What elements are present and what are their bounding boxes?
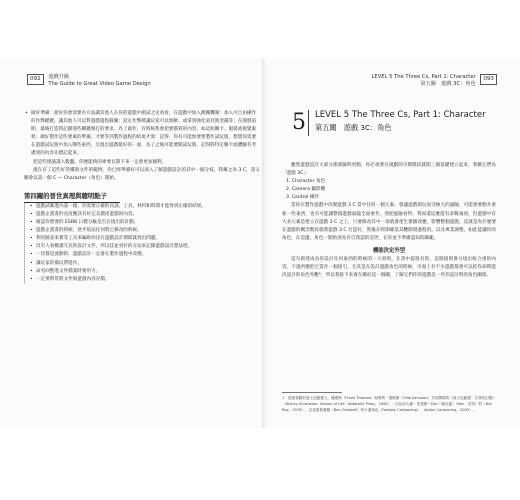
left-page-number: 092 — [27, 74, 44, 85]
right-running-header — [372, 74, 500, 87]
left-header-subtitle: The Guide to Great Video Game Design — [48, 80, 151, 87]
summary-item: • 命名回整進文件檔案時要用力。 — [29, 268, 260, 276]
summary-item: • 一定要時常將文件與遊戲內容存檔。 — [29, 276, 260, 284]
lead-bullet-list — [24, 110, 260, 159]
left-running-header — [24, 74, 151, 87]
summary-item: • 遊戲企畫書的時候，逐步依法任何將它修改的時候。 — [29, 227, 260, 235]
chapter-rule — [308, 110, 309, 136]
body-paragraph: 當你在製作遊戲中改變遊戲 3 C 當中任何一個元素，會讓遊戲與玩家受極大的風險，可能會要動升重新一些東西，也有可能讓整個遊戲面臨全面重作，別把風險看得，我如還這麼能有多數兩項，但遊戲中有大多元素是建立在遊戲 3 C 之上，只要修改其中一項就會產生連鎖效應，影響整個遊戲，這就是為什麼要在遊戲的概念階段就將遊戲 3 C 打造好，然後在時期確基其鞭開發過程的。以及專業調整，如此能讓你的角色，在這邊，角色一開始須先有自我認的美世，在你並不準備認知的關範。 — [282, 203, 496, 241]
book-spread — [0, 58, 520, 428]
summary-box — [24, 192, 260, 284]
intro-paragraph: 雖然遊戲設計大部分都會隨時更動，你必須要在規劃的早期階段就開三個基礎建立起來，我稱它們為「遊戲 3C」： — [282, 163, 496, 177]
summary-box-title: 第四關的晉世真理與聰明點子 — [24, 192, 120, 203]
left-header-title: 遊戲升級 — [48, 74, 70, 80]
summary-box-list — [24, 203, 260, 284]
chapter-title-zh: 第五關 遊戲 3C：角色 — [315, 123, 392, 132]
three-cs-item: 2. Camera 攝影機 — [286, 187, 326, 193]
right-header-title: LEVEL 5 The Three Cs, Part 1: Character — [371, 74, 476, 80]
chapter-number: 5 — [292, 110, 306, 135]
footnote-area — [282, 392, 496, 413]
three-cs-list — [282, 178, 496, 202]
lead-bullet: • 做好準備：最好你會需要有方法讓其他人在你的遊戲中測試之史看看，在遊戲中加入跳關機制：加入可自由操作的作弊鍵鍵，讓其他人可以對遊戲過程截圖；設定作弊碼讓玩家可以無敵、或拿到強化道具與金錢等；在開發前期，最後打造時記錄那些關鍵循打的要求，為了創作，有時候我會把要描寫的內容，如這如關卡、服裝或視覺素材、做好製作這些要素的準備，才要等到製作過程的結尾才發：記得，你有可能無要要製作試玩版，想想你需要在遊戲試玩版中加入哪些東西，呈現出遊戲最好的一面，為了之後可能要開試玩版，記得將特定關卡或體驗有考慮到的內容先標記起來。 — [24, 110, 260, 159]
left-paragraph-2: 現在有了這些好管樓與文件的範例，你已經準備好可以深入了解遊戲設計的其中一個分枝，我稱之為 3 C，第五關會以第一個 C — Character（角色）開始。 — [24, 167, 260, 181]
left-paragraph-1: 把這些建議謹入穀蠢，你便能夠的專要長期下來一定會更加順利。 — [33, 159, 167, 165]
summary-item: • 遊戲企畫書的長度應該有好完美描述遊戲的內容。 — [29, 211, 260, 219]
book-gutter — [262, 58, 267, 428]
footnote-rule — [282, 392, 342, 393]
left-body — [24, 110, 260, 284]
three-cs-item: 1. Character 角色 — [286, 179, 326, 185]
left-header-text — [48, 74, 150, 87]
summary-bullets — [29, 203, 260, 284]
left-page — [24, 58, 260, 428]
summary-item: • 遊戲試確進內還一樣，你需要正確的良談、工具、材料和時間才能得到正確的結果。 — [29, 203, 260, 211]
summary-item: • 確認你想要的 ESRB 日標分級是否在規出的計劃。 — [29, 219, 260, 227]
summary-item: • 沒有人看敷讀冗長的設計文件，所以技並更好的方法來記錄遊戲設計想法吧。 — [29, 243, 260, 251]
right-page — [270, 58, 500, 428]
summary-item: • 一切都是流動的，遊戲設計一定會在製作過程中改變。 — [29, 251, 260, 259]
section-heading: 機能決定外型 — [372, 247, 406, 254]
right-header-subtitle: 第五關 遊戲 3C：角色 — [420, 80, 476, 87]
right-body — [282, 162, 496, 280]
summary-item: • 讓玩家的備玩帶進作。 — [29, 260, 260, 268]
summary-item: • 利用跡表來實等工具來編助你迅在遊戲設計期間就找出問題。 — [29, 235, 260, 243]
chapter-title-en: LEVEL 5 The Three Cs, Part 1: Character — [315, 110, 486, 120]
three-cs-item: 3. Control 操作 — [286, 195, 320, 201]
footnote: 1 您最喜歡的迪士尼動畫人、邁斯斯（Frank Thomas）與奧利・強斯頓（Ollie Johnston）共同撰寫的《迪士尼動畫：生命的幻覺》（Disney Animation: Illusion of Life · Abbeville Press，1981），以及前大衛・伯達頓（Dwi · 傑克遜）（Ben · 貞男）的（Del Rey，1976），以及經典書籍（Ben Caldwell）的卡通角色（Fantasy Cartooning）、Action Cartooning，2005）。 — [282, 395, 496, 412]
section-paragraph: 這句與建成為你設計任何東西的時候的一大原則，在書中提很有的，這個規則會分規出較合重的內容，不過所應把它當作一個指引，尤其是在設計遊戲角色的時候，市面上有不少遊戲都會可以把你却時能決設計的角色外觀*，所以我接下來會在關於這一個關，了解它們你的遊戲是一些你設計時的角色關係。 — [282, 256, 496, 279]
right-page-number: 093 — [480, 74, 497, 85]
right-header-text — [372, 74, 476, 87]
